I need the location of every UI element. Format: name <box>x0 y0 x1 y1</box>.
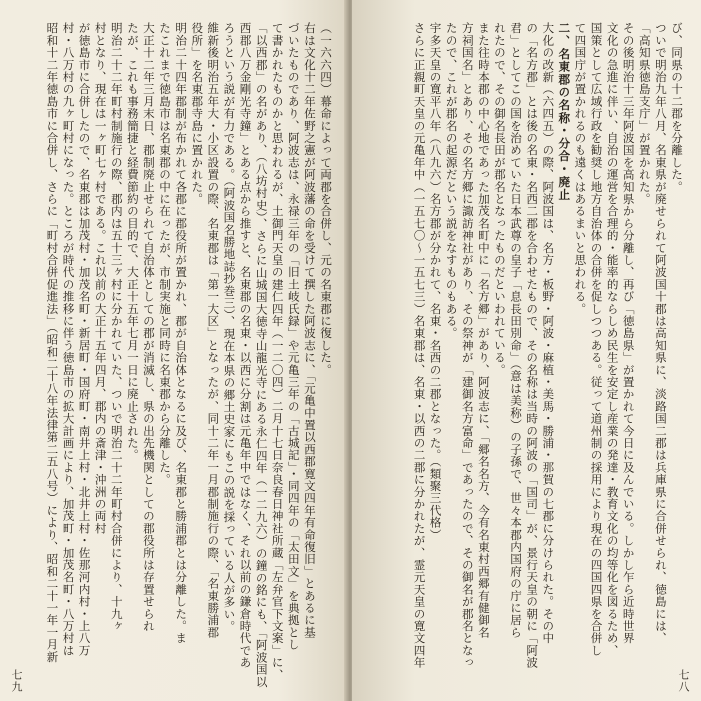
text-line: たこれまで徳島市は名東郡の中に在ったが、市制実施と同時に名東郡から分離した。 <box>158 22 173 486</box>
text-line: 役所」を名東郡寺島に置かれた。 <box>190 22 205 205</box>
text-line: 文化の急進に伴い、自治の運営を合理的・能率的ならしめ民生を安定し産業の発達・教育文化の均等化を図るため、 <box>605 22 620 657</box>
right-page <box>352 0 701 701</box>
text-line: たので、これが郡名の起源だという説をなすものもある。 <box>444 22 459 340</box>
section-heading: 二、名東郡の名称・分合・廃止 <box>557 22 572 202</box>
text-line: 「高知県徳島支庁」が置かれた。 <box>637 22 652 205</box>
text-line: 国策として広域行政を勧奨し地方自治体の合併を促しつつある。従って道州制の採用により現在の四国四県を合併し <box>589 22 604 657</box>
text-line: 宇多天皇の寛平八年（八九六）名方郡が分かれて、名東・名西の二郡となった。（類聚三代格） <box>428 22 443 541</box>
text-line: て書かれたものかと思われるが、土御門天皇の建仁四年（一二〇四）二月十七日奈良春日神社所蔵「左弁官下文案」に、 <box>270 22 285 681</box>
text-line: たが、これも事務簡捷と経費節約の目的で、大正十五年七月一日に廃止された。 <box>125 22 140 462</box>
page-number: 七九 <box>10 669 23 693</box>
text-line: 村・八万村の九ヶ町村になった。ところが時代の推移に伴う徳島市の拡大計画により、加茂町・加茂名町・八万村は <box>61 22 76 657</box>
text-line: 明治二十四年郡制が布かれて各郡に郡役所が置かれ、郡が自治体となるに及び、名東郡と勝浦郡とは分離した。ま <box>174 22 189 645</box>
text-line: 方祠国名」とあり、その名方郷に諏訪神社があり、その祭神が「建御名方富命」であったので、その御名が郡名となっ <box>460 22 475 669</box>
text-line: 西郡八万金剛光寺鐘」とある点から推すと、名東郡の名東・以西に分割は元亀年中ではなく、それ以前の鎌倉時代であ <box>238 22 253 669</box>
text-line: また往時本郡の中心地であった加茂名町中に「名方郷」があり、阿波志に、「郷名名方、今有名東村西郷有健御名 <box>476 22 491 639</box>
text-line: て四国庁が置かれるのも遠くはあるまいと思われる。 <box>573 22 588 315</box>
text-line: 維新後明治五年大・小区設置の際、名東郡は「第一大区」となったが、同十二年一月郡制施行の際、「名東勝浦郡 <box>206 22 221 639</box>
text-line: の「名方郡」とは後の名東・名西二郡を合わせたもので、その名称は当時の阿波の「国司」が、景行天皇の朝に「阿波 <box>525 22 540 669</box>
text-line: が徳島市に合併したので、名東郡は加茂村・加茂名町・新居町・国府町・南井上村・北井上村・佐那河内村・上八万 <box>77 22 92 657</box>
text-line: び、同県の十二郡を分離した。 <box>670 22 684 193</box>
text-line: ついで明治九年八月、名東県が廃せられて阿波国十郡は高知県に、淡路国二郡は兵庫県に合併せられ、徳島には、 <box>653 22 668 645</box>
text-line: 大化の改新（六四五）の際、阿波国は、名方・板野・阿波・麻植・美馬・勝浦・那賀の七郡に分けられた。その中 <box>541 22 556 645</box>
text-line: ろうという説が有力である。（阿波国名勝地誌抄巻三）、現在本県の郷土史家にもこの説を採っている人が多い。 <box>222 22 237 633</box>
left-page <box>0 0 348 701</box>
text-line: その後明治十三年阿波国を高知県から分離し、再び「徳島県」が置かれて今日に及んでいる。しかし乍ら近時世界 <box>621 22 636 645</box>
text-line: 君」としてこの国を治めていた日本武尊の皇子「息長田別命」（意は美称）の子孫で、世々本郡内国府の庁に居ら <box>509 22 524 639</box>
text-line: さらに正親町天皇の元亀年中（一五七〇〜一五七三）名東郡は、名東・以西の二郡に分かれたが、霊元天皇の寛文四年 <box>412 22 427 669</box>
text-line: づいたものであり、阿波志は、永禄三年の「旧土岐氏録」や元亀三年の「古城記」・同四年の「太田文」を典拠とし <box>286 22 301 651</box>
text-line: 明治二十二年町村制施行の際、郡内は五十三ヶ村に分かれていた、ついで明治二十二年町村合併により、十九ヶ <box>109 22 124 632</box>
text-line: 右は文化十二年佐野之憲が阿波藩の命を受けて撰した阿波志に、「元亀中置以西郡寛文四年有命復旧」とあるに基 <box>302 22 317 639</box>
text-line: 大正十二年三月末日、郡制廃止せられて自治体としての郡が消滅し、県の出先機関としての郡役所は存置せられ <box>141 22 156 632</box>
right-page-text <box>365 22 685 669</box>
page-number: 七八 <box>677 669 690 693</box>
text-line: 昭和十二年徳島市に合併し、さらに「町村合併促進法」（昭和二十八年法律第二五八号）により、昭和二十一年一月新 <box>45 22 60 663</box>
text-line: 「以西郡」の名があり、（八坊村史）、さらに山城国大徳寺山龍光寺にある永仁四年（一二九六）の鐘の銘にも、「阿波国以 <box>254 22 269 688</box>
text-line: （一六六四）幕命によって両郡を合併し、元の名東郡に復した。 <box>319 22 333 376</box>
text-line: れたので、その御名長田が郡名となったものだといわれている。 <box>492 22 507 376</box>
text-line: 村となり、現在は一ヶ町七ヶ村である。これ以前の大正十五年四月、郡内の斎津・沖洲の両村 <box>93 22 108 535</box>
